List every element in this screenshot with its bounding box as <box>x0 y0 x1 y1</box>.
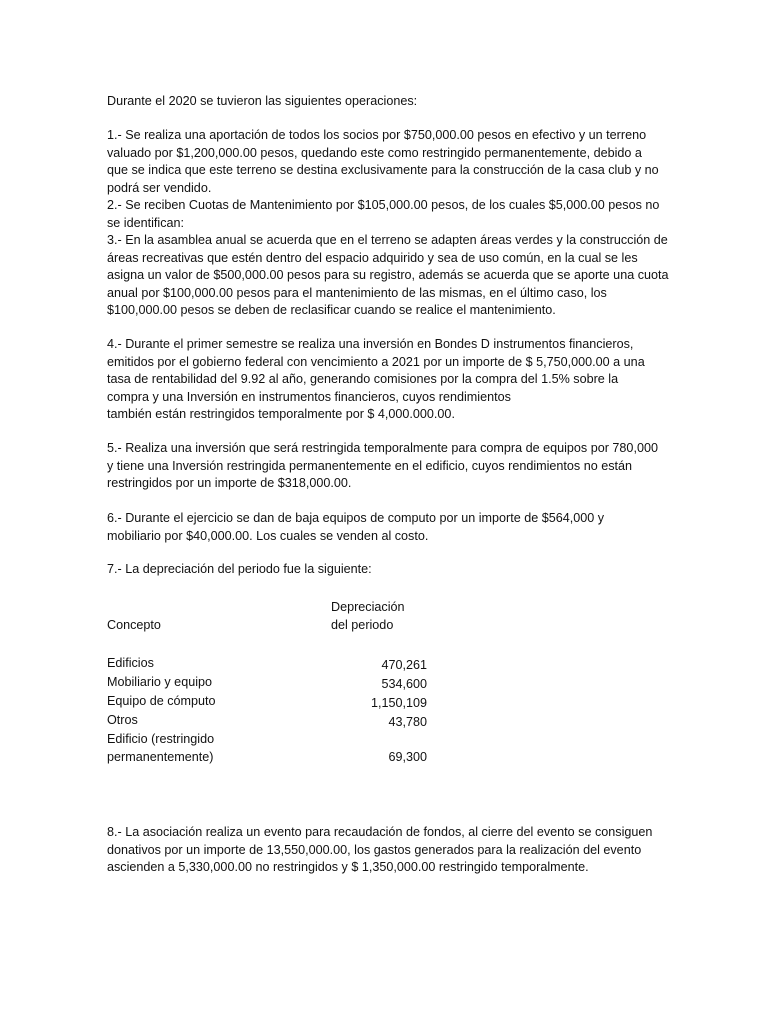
operation-1-line: valuado por $1,200,000.00 pesos, quedando este como restringido permanentemente, debido a <box>107 145 642 160</box>
header-depreciation-line: Depreciación <box>331 600 405 614</box>
header-concept: Concepto <box>107 618 161 632</box>
row-value: 69,300 <box>388 749 427 764</box>
row-value: 534,600 <box>381 676 427 691</box>
table-row <box>107 693 437 712</box>
operation-7-line: 7.- La depreciación del periodo fue la siguiente: <box>107 562 372 576</box>
row-concept: Mobiliario y equipo <box>107 675 213 689</box>
operation-8 <box>107 824 677 877</box>
depreciation-table <box>107 599 437 764</box>
operation-1-line: podrá ser vendido. <box>107 180 212 195</box>
row-value: 43,780 <box>388 714 427 729</box>
operation-3-line: asigna un valor de $500,000.00 pesos para su registro, además se acuerda que se aporte una cuota <box>107 268 669 282</box>
operation-5 <box>107 440 677 493</box>
operation-6-line: mobiliario por $40,000.00. Los cuales se venden al costo. <box>107 528 429 543</box>
row-value: 470,261 <box>381 657 427 672</box>
operation-4-line: tasa de rentabilidad del 9.92 al año, generando comisiones por la compra del 1.5% sobre la <box>107 372 619 386</box>
operation-6-line: 6.- Durante el ejercicio se dan de baja equipos de computo por un importe de $564,000 y <box>107 511 605 525</box>
operation-2-line: se identifican: <box>107 215 185 230</box>
row-concept <box>107 731 297 766</box>
header-depreciation <box>331 599 405 634</box>
row-value: 1,150,109 <box>370 695 427 710</box>
operation-3-line: anual por $100,000.00 pesos para el mantenimiento de las mismas, en el último caso, los <box>107 285 607 300</box>
operation-4-line: compra y una Inversión en instrumentos financieros, cuyos rendimientos <box>107 389 511 404</box>
row-concept: Edificios <box>107 656 154 670</box>
operation-3-line: $100,000.00 pesos se deben de reclasificar cuando se realice el mantenimiento. <box>107 303 556 317</box>
intro-text <box>107 93 677 111</box>
table-row <box>107 731 437 766</box>
operation-1-line: 1.- Se realiza una aportación de todos los socios por $750,000.00 pesos en efectivo y un terreno <box>107 128 647 142</box>
operation-8-line: ascienden a 5,330,000.00 no restringidos y $ 1,350,000.00 restringido temporalmente. <box>107 860 589 874</box>
operation-5-line: restringidos por un importe de $318,000.00. <box>107 476 352 490</box>
table-row <box>107 674 437 693</box>
table-row <box>107 655 437 674</box>
operation-5-line: y tiene una Inversión restringida permanentemente en el edificio, cuyos rendimientos no están <box>107 458 633 473</box>
depreciation-rows <box>107 655 437 766</box>
operation-8-line: 8.- La asociación realiza un evento para recaudación de fondos, al cierre del evento se consiguen <box>107 825 653 839</box>
row-concept-line: Edificio (restringido <box>107 732 215 746</box>
operation-2-line: 2.- Se reciben Cuotas de Mantenimiento por $105,000.00 pesos, de los cuales $5,000.00 pesos no <box>107 198 660 212</box>
operation-1 <box>107 127 677 197</box>
row-concept: Equipo de cómputo <box>107 694 216 708</box>
depreciation-table-header <box>107 599 437 639</box>
header-depreciation-line: del periodo <box>331 617 394 632</box>
operation-8-line: donativos por un importe de 13,550,000.00, los gastos generados para la realización del evento <box>107 842 642 857</box>
operation-3 <box>107 232 677 320</box>
operation-6 <box>107 510 677 545</box>
operation-4-line: también están restringidos temporalmente por $ 4,000.000.00. <box>107 407 455 421</box>
operation-3-line: áreas recreativas que estén dentro del espacio adquirido y sea de uso común, en la cual se les <box>107 250 638 265</box>
operation-1-line: que se indica que este terreno se destina exclusivamente para la construcción de la casa club y no <box>107 163 659 177</box>
operation-4-line: 4.- Durante el primer semestre se realiza una inversión en Bondes D instrumentos financieros, <box>107 337 634 351</box>
row-concept-line: permanentemente) <box>107 749 214 764</box>
operation-3-line: 3.- En la asamblea anual se acuerda que en el terreno se adapten áreas verdes y la construcción de <box>107 233 668 247</box>
intro-line: Durante el 2020 se tuvieron las siguientes operaciones: <box>107 94 418 108</box>
operation-4 <box>107 336 677 424</box>
operation-5-line: 5.- Realiza una inversión que será restringida temporalmente para compra de equipos por 780,000 <box>107 441 658 455</box>
operation-4-line: emitidos por el gobierno federal con vencimiento a 2021 por un importe de $ 5,750,000.00 a una <box>107 354 645 369</box>
table-row <box>107 712 437 731</box>
operation-7 <box>107 561 677 579</box>
operation-2 <box>107 197 677 232</box>
row-concept: Otros <box>107 713 138 727</box>
